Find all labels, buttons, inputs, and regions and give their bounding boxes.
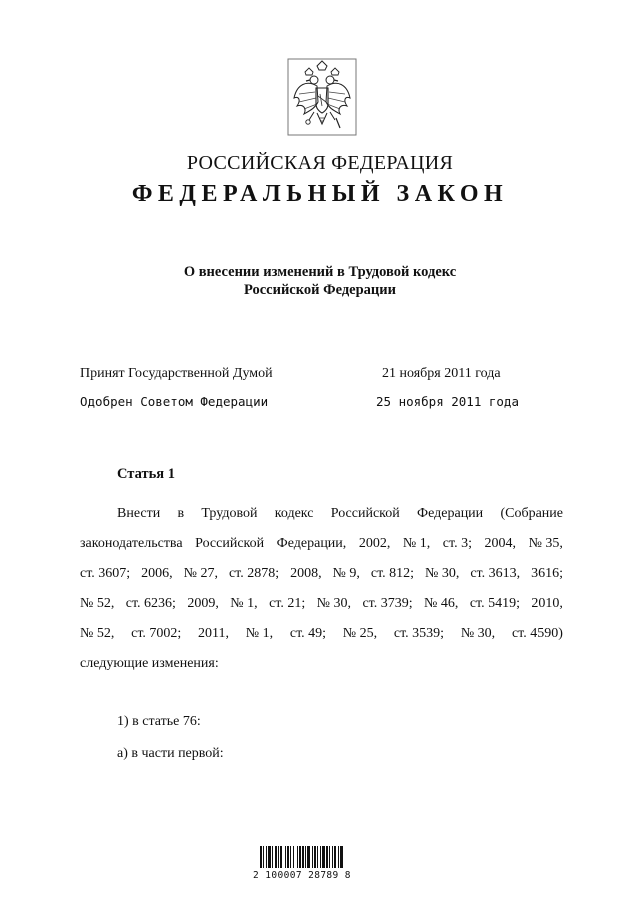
paragraph-word: ст. 6236; — [125, 596, 176, 611]
paragraph-line — [80, 649, 563, 679]
barcode-bar — [278, 846, 279, 868]
paragraph-word: Российской — [195, 536, 265, 551]
barcode-bar — [317, 846, 318, 868]
adoption-duma-date: 21 ноября 2011 года — [382, 366, 501, 381]
paragraph-line — [80, 619, 563, 649]
paragraph-word: № 35, — [528, 536, 563, 551]
paragraph-word: ст. 3539; — [393, 626, 445, 641]
paragraph-word: ст. 49; — [289, 626, 327, 641]
barcode-bar — [329, 846, 330, 868]
barcode-bar — [290, 846, 291, 868]
barcode-bar — [285, 846, 286, 868]
paragraph-word: 2011, — [198, 626, 230, 641]
barcode-bar — [320, 846, 321, 868]
document-type: ФЕДЕРАЛЬНЫЙ ЗАКОН — [131, 181, 509, 207]
barcode-bar — [275, 846, 277, 868]
barcode-bar — [326, 846, 328, 868]
barcode-bar — [272, 846, 273, 868]
paragraph-word: ст. 3739; — [362, 596, 413, 611]
law-title-line: О внесении изменений в Трудовой кодекс — [183, 264, 457, 280]
paragraph-word: 2010, — [531, 596, 563, 611]
paragraph-word: Внести — [117, 506, 161, 521]
law-title-line: Российской Федерации — [243, 282, 396, 298]
paragraph-word: в — [177, 506, 185, 521]
paragraph-word: ст. 2878; — [228, 566, 280, 581]
paragraph-word: ст. 7002; — [131, 626, 182, 641]
paragraph-word: 2008, — [290, 566, 322, 581]
barcode-bar — [280, 846, 282, 868]
paragraph-word: 2009, — [187, 596, 219, 611]
paragraph-word: Федерации, — [276, 536, 347, 551]
paragraph-word: ст. 3; — [442, 536, 472, 551]
article-paragraph — [80, 499, 563, 679]
adoption-council-label: Одобрен Советом Федерации — [80, 394, 269, 409]
paragraph-word: № 27, — [183, 566, 218, 581]
paragraph-word: Федерации — [417, 506, 484, 521]
article-heading: Статья 1 — [117, 466, 175, 482]
paragraph-word: 2002, — [358, 536, 391, 551]
paragraph-word: ст. 3613, — [470, 566, 521, 581]
barcode-bar — [314, 846, 316, 868]
paragraph-word: ст. 812; — [370, 566, 415, 581]
barcode-bar — [260, 846, 262, 868]
barcode-bar — [266, 846, 267, 868]
barcode-bar — [312, 846, 313, 868]
barcode-bar — [332, 846, 333, 868]
paragraph-word: № 1, — [245, 626, 274, 641]
barcode-bar — [299, 846, 301, 868]
barcode-bar — [287, 846, 289, 868]
paragraph-word: № 1, — [402, 536, 431, 551]
article-item: 1) в статье 76: — [117, 714, 201, 729]
paragraph-word: Трудовой — [201, 506, 258, 521]
paragraph-line — [80, 589, 563, 619]
paragraph-word: 2004, — [484, 536, 517, 551]
paragraph-line — [80, 499, 563, 529]
paragraph-word: № 46, — [424, 596, 459, 611]
barcode-bar — [307, 846, 310, 868]
paragraph-word: ст. 3607; — [80, 566, 131, 581]
barcode-bar — [293, 846, 294, 868]
paragraph-word: № 9, — [332, 566, 360, 581]
article-subitem: а) в части первой: — [117, 746, 224, 761]
paragraph-word: № 1, — [230, 596, 258, 611]
paragraph-word: № 52, — [80, 626, 115, 641]
barcode-bar — [334, 846, 336, 868]
paragraph-word: ст. 5419; — [469, 596, 520, 611]
barcode-bar — [297, 846, 298, 868]
country-name: РОССИЙСКАЯ ФЕДЕРАЦИЯ — [186, 152, 454, 174]
paragraph-word: кодекс — [274, 506, 314, 521]
paragraph-line — [80, 559, 563, 589]
paragraph-word: № 30, — [316, 596, 352, 611]
paragraph-word: Российской — [330, 506, 400, 521]
barcode-bar — [338, 846, 339, 868]
paragraph-word: № 30, — [425, 566, 460, 581]
paragraph-line — [80, 529, 563, 559]
barcode-bar — [305, 846, 306, 868]
barcode-bar — [268, 846, 271, 868]
barcode-bar — [302, 846, 304, 868]
paragraph-word: (Собрание — [500, 506, 563, 521]
paragraph-word: № 52, — [80, 596, 115, 611]
paragraph-word: ст. 4590) — [511, 626, 563, 641]
paragraph-word: 3616; — [531, 566, 563, 581]
law-title — [0, 263, 640, 299]
adoption-duma-label: Принят Государственной Думой — [80, 366, 273, 381]
barcode-bar — [340, 846, 343, 868]
barcode-bar — [322, 846, 325, 868]
paragraph-word: законодательства — [80, 536, 183, 551]
paragraph-word: ст. 21; — [269, 596, 306, 611]
coat-of-arms-icon — [287, 58, 357, 136]
paragraph-word: 2006, — [141, 566, 173, 581]
paragraph-word: № 30, — [460, 626, 496, 641]
barcode-number: 2 100007 28789 8 — [253, 870, 351, 881]
barcode-bar — [263, 846, 264, 868]
adoption-council-date: 25 ноября 2011 года — [376, 394, 519, 409]
paragraph-word: следующие изменения: — [80, 656, 219, 671]
paragraph-word: № 25, — [342, 626, 378, 641]
